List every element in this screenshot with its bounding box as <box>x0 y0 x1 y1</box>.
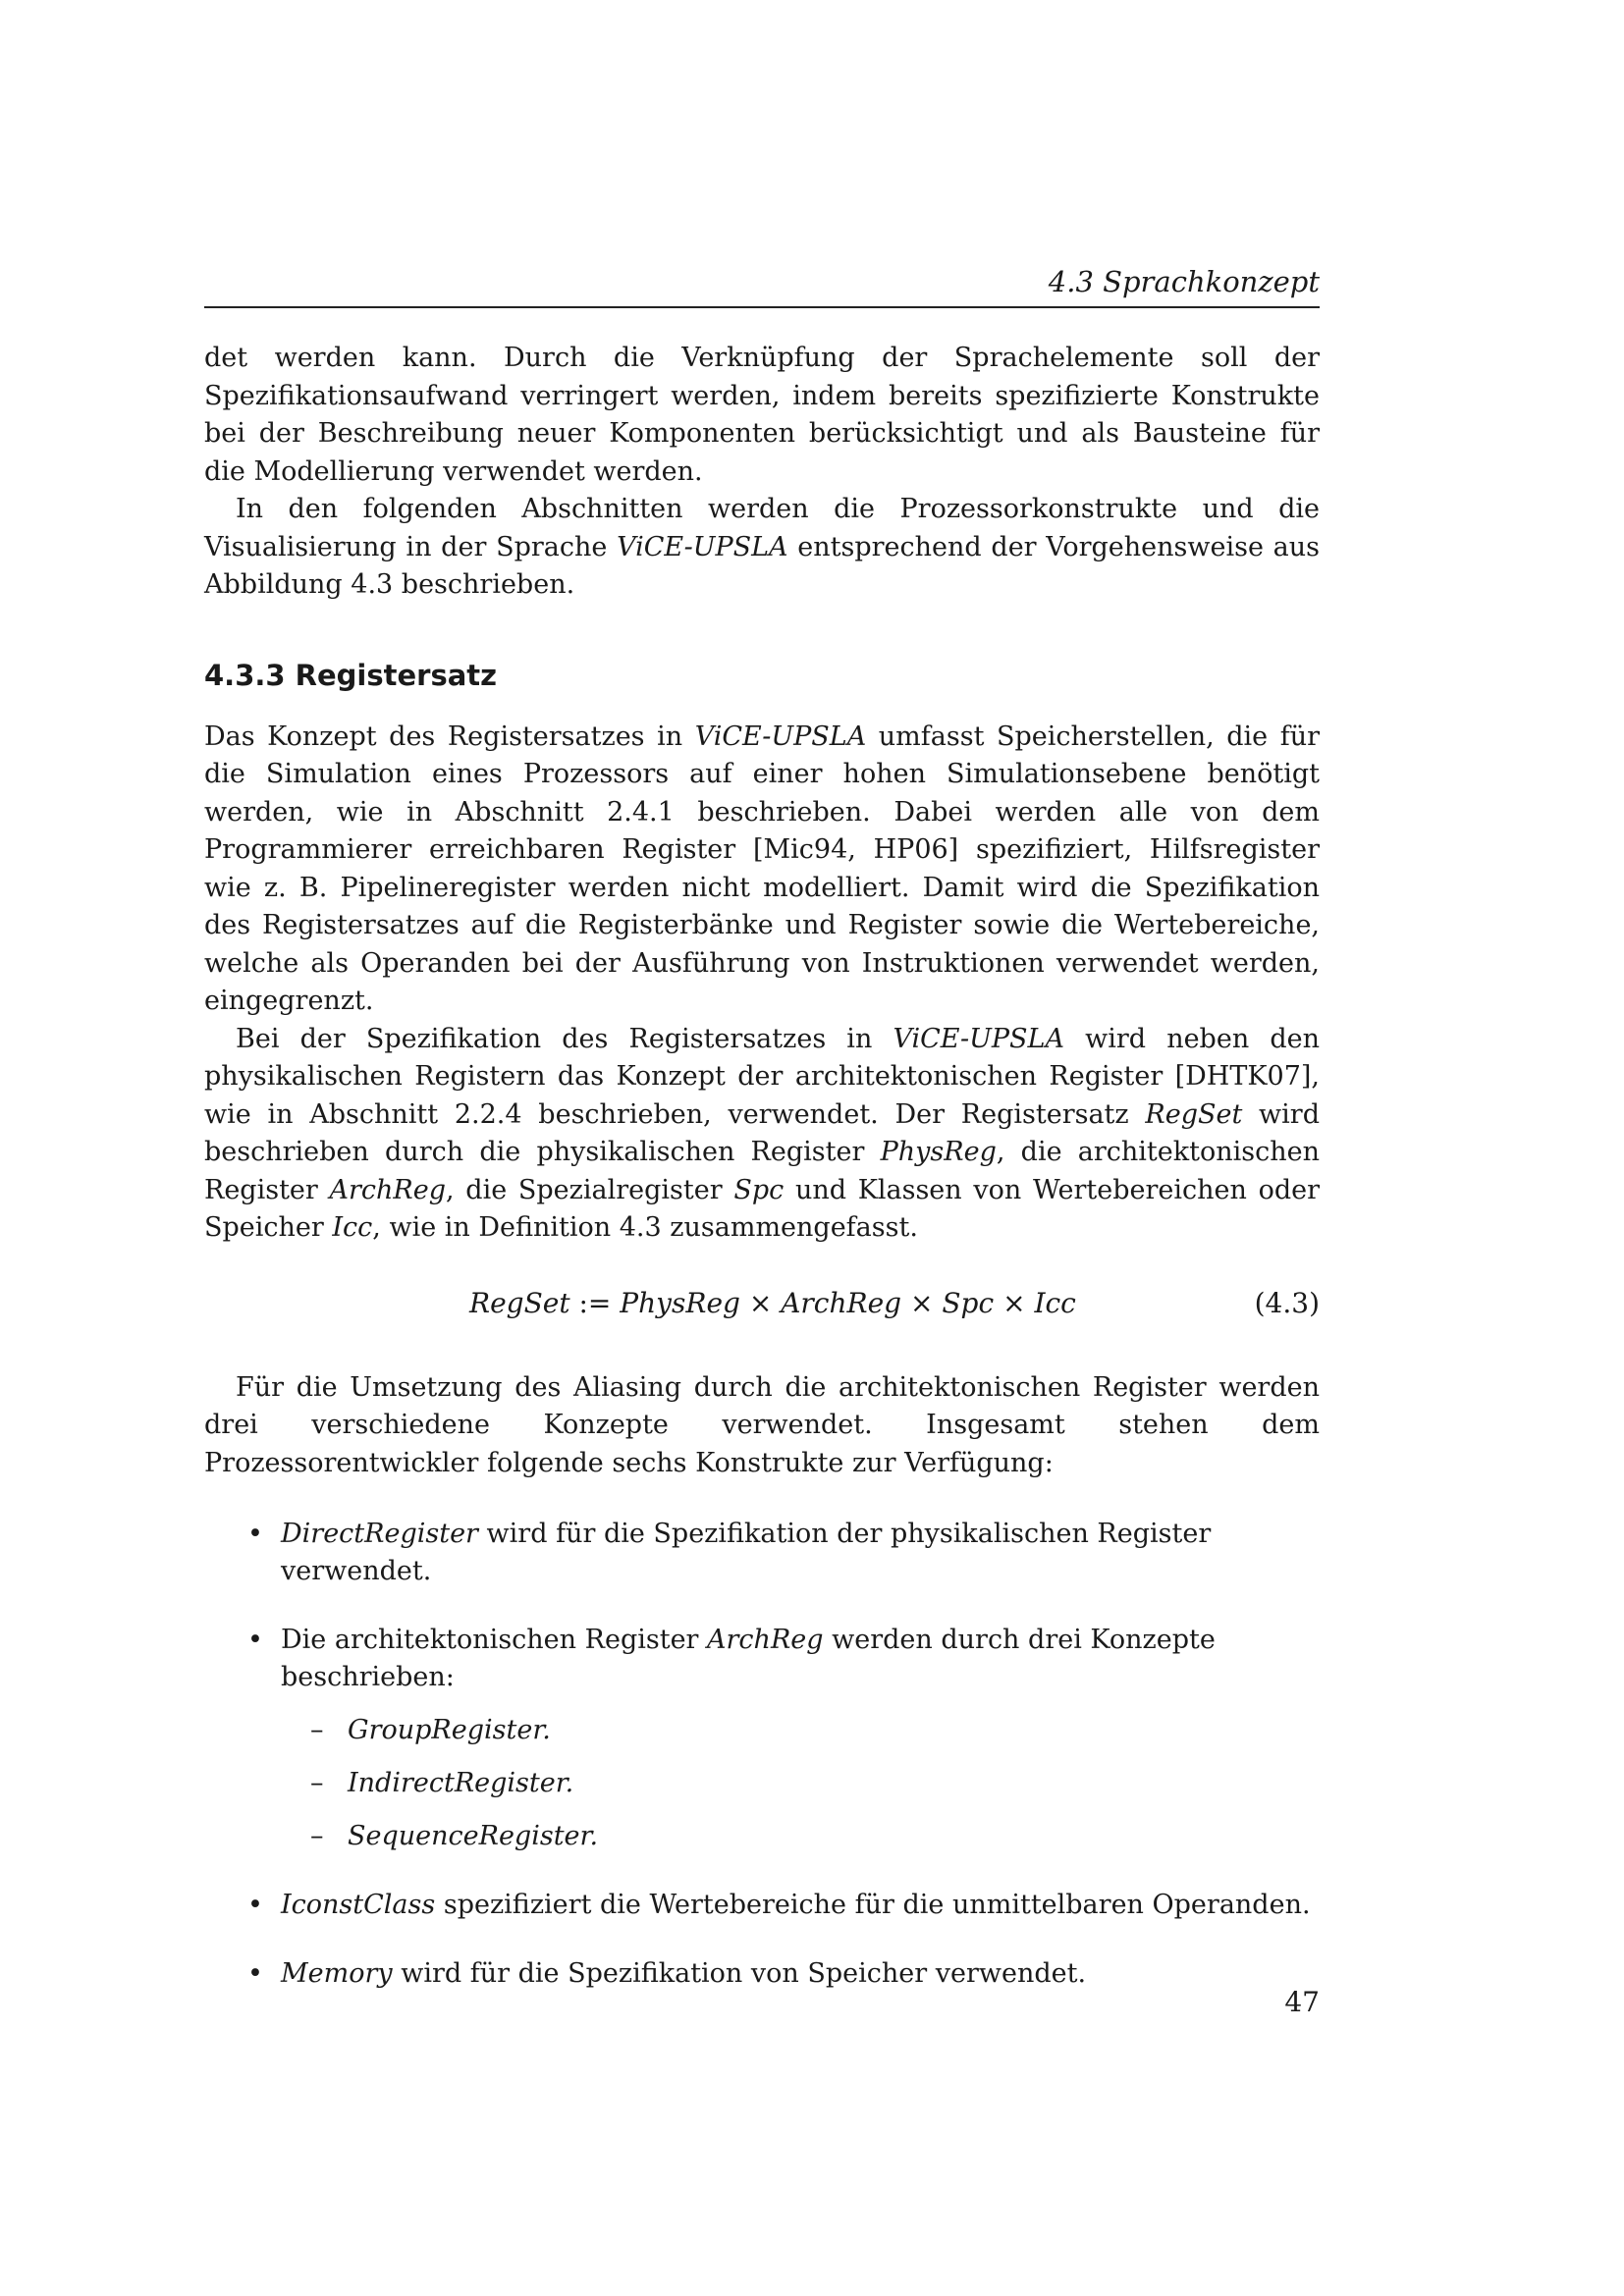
paragraph-continued: det werden kann. Durch die Verknüpfung der Sprachelemente soll der Spezifikationsaufwand verringert werden, indem bereits spezifizierte Konstrukte bei der Beschreibung neuer Komponenten berücksichtigt und als Bausteine für die Modellierung verwendet werden. <box>204 343 1320 487</box>
term-icc: Icc <box>332 1212 373 1243</box>
page-body <box>204 265 1320 2024</box>
text-run: , die Spezialregister <box>446 1174 734 1205</box>
text-run: wird für die Spezifikation von Speicher verwendet. <box>392 1958 1087 1989</box>
term-archreg: ArchReg <box>329 1174 447 1205</box>
main-content <box>204 340 1320 1993</box>
list-item <box>204 1622 1320 1855</box>
text-run: Bei der Spezifikation des Registersatzes in <box>236 1023 893 1054</box>
sub-list <box>281 1712 1320 1855</box>
list-item <box>204 1955 1320 1993</box>
text-run: , die architektonischen Register <box>204 1137 1320 1205</box>
term-spc: Spc <box>733 1174 785 1205</box>
eq-term: Spc <box>942 1286 995 1319</box>
term-iconstclass: IconstClass <box>281 1890 436 1920</box>
eq-operator: × <box>901 1286 943 1319</box>
dash-icon: – <box>310 1821 324 1851</box>
eq-term: RegSet <box>469 1286 570 1319</box>
term-indirectregister: IndirectRegister. <box>348 1768 574 1798</box>
text-run: Die architektonischen Register <box>281 1625 708 1655</box>
term-regset: RegSet <box>1145 1098 1243 1130</box>
term-directregister: DirectRegister <box>281 1519 478 1549</box>
dash-icon: – <box>310 1715 324 1745</box>
term-sequenceregister: SequenceRegister. <box>348 1821 599 1851</box>
text-run: wird für die Spezifikation der physikalischen Register verwendet. <box>281 1519 1212 1586</box>
paragraph-specification <box>204 1021 1320 1248</box>
sub-list-item <box>281 1818 1320 1855</box>
equation-4-3 <box>204 1287 1320 1326</box>
language-name: ViCE-UPSLA <box>694 721 867 752</box>
sub-list-item <box>281 1765 1320 1802</box>
equation-formula <box>469 1287 1076 1319</box>
eq-operator: := <box>569 1286 621 1319</box>
eq-operator: × <box>994 1286 1035 1319</box>
text-run: In den folgenden Abschnitten werden die Prozessorkonstrukte und die Visualisierung in der Sprache <box>204 494 1320 562</box>
term-memory: Memory <box>281 1958 393 1989</box>
text-run: und Klassen von Wertebereichen oder Speicher <box>204 1174 1320 1243</box>
eq-term: ArchReg <box>781 1286 902 1319</box>
page-number: 47 <box>1284 1986 1320 2018</box>
bullet-icon: • <box>247 1958 263 1989</box>
text-run: werden durch drei Konzepte beschrieben: <box>281 1625 1216 1692</box>
bullet-icon: • <box>247 1890 263 1920</box>
term-physreg: PhysReg <box>880 1137 997 1167</box>
construct-list <box>204 1516 1320 1993</box>
list-item <box>204 1887 1320 1924</box>
section-heading: 4.3.3 Registersatz <box>204 658 498 692</box>
text-run: wird beschrieben durch die physikalischen Register <box>204 1098 1320 1167</box>
language-name: ViCE-UPSLA <box>617 531 788 562</box>
text-run: , wie in Definition 4.3 zusammengefasst. <box>372 1212 918 1243</box>
eq-operator: × <box>739 1286 782 1319</box>
running-header: 4.3 Sprachkonzept <box>204 265 1320 308</box>
sub-list-item <box>281 1712 1320 1749</box>
eq-term: Icc <box>1034 1286 1076 1319</box>
term-archreg: ArchReg <box>707 1625 824 1655</box>
language-name: ViCE-UPSLA <box>893 1023 1064 1054</box>
text-run: umfasst Speicherstellen, die für die Simulation eines Prozessors auf einer hohen Simulationsebene benötigt werden, wie in Abschnitt 2.4.1 beschrieben. Dabei werden alle von dem Programmierer erreichbaren Register [Mic94, HP06] spezifiziert, Hilfsregister wie z. B. Pipelineregister werden nicht modelliert. Damit wird die Spezifikation des Registersatzes auf die Registerbänke und Register sowie die Wertebereiche, welche als Operanden bei der Ausführung von Instruktionen verwendet werden, eingegrenzt. <box>204 721 1321 1016</box>
bullet-icon: • <box>247 1625 263 1655</box>
text-run: spezifiziert die Wertebereiche für die unmittelbaren Operanden. <box>435 1890 1311 1920</box>
equation-number: (4.3) <box>1254 1286 1320 1319</box>
text-run: wird neben den physikalischen Registern das Konzept der architektonischen Register [DHTK07], wie in Abschnitt 2.2.4 beschrieben, verwendet. Der Registersatz <box>204 1023 1320 1130</box>
paragraph-registersatz <box>204 719 1320 1021</box>
text-run: entsprechend der Vorgehensweise aus Abbildung 4.3 beschrieben. <box>204 531 1320 600</box>
dash-icon: – <box>310 1768 324 1798</box>
term-groupregister: GroupRegister. <box>348 1715 551 1745</box>
eq-term: PhysReg <box>620 1286 740 1319</box>
text-run: Das Konzept des Registersatzes in <box>204 721 695 752</box>
bullet-icon: • <box>247 1519 263 1549</box>
list-item <box>204 1516 1320 1590</box>
paragraph-aliasing: Für die Umsetzung des Aliasing durch die architektonischen Register werden drei verschiedene Konzepte verwendet. Insgesamt stehen dem Prozessorentwickler folgende sechs Konstrukte zur Verfügung: <box>204 1371 1320 1478</box>
paragraph-intro <box>204 491 1320 605</box>
